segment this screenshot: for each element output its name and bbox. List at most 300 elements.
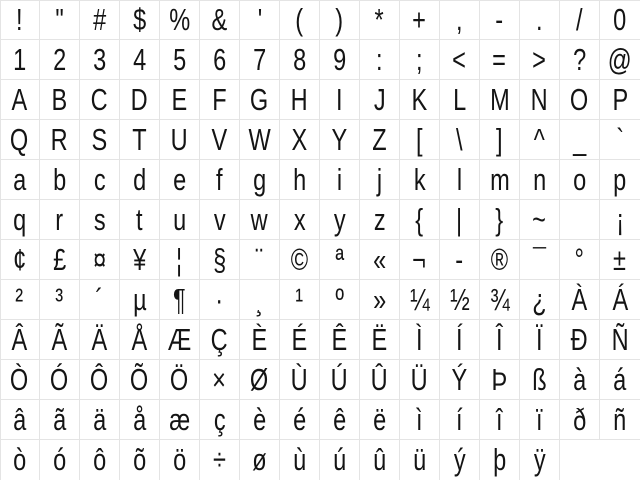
glyph-cell[interactable] (120, 40, 160, 80)
glyph-cell[interactable] (480, 360, 520, 400)
glyph-cell[interactable] (40, 120, 80, 160)
glyph-cell[interactable] (560, 280, 600, 320)
glyph-cell[interactable] (480, 320, 520, 360)
glyph: ý (453, 442, 466, 477)
glyph-cell[interactable] (120, 120, 160, 160)
glyph-cell[interactable] (600, 0, 640, 40)
glyph-cell[interactable] (200, 80, 240, 120)
glyph-cell[interactable] (440, 40, 480, 80)
glyph-cell[interactable] (200, 360, 240, 400)
glyph-cell[interactable] (280, 360, 320, 400)
glyph: Ë (371, 322, 388, 357)
glyph-cell[interactable] (40, 400, 80, 440)
glyph-cell[interactable] (120, 80, 160, 120)
glyph-cell[interactable] (240, 120, 280, 160)
glyph-cell[interactable] (80, 160, 120, 200)
glyph: ) (335, 2, 344, 37)
glyph-cell[interactable] (520, 0, 560, 40)
glyph: x (293, 202, 306, 237)
glyph: " (55, 2, 64, 37)
glyph-cell[interactable] (80, 80, 120, 120)
glyph-cell[interactable] (440, 80, 480, 120)
glyph-cell[interactable] (360, 400, 400, 440)
glyph-cell[interactable] (0, 400, 40, 440)
glyph: Þ (491, 362, 508, 397)
glyph-cell[interactable] (480, 200, 520, 240)
glyph-cell[interactable] (440, 120, 480, 160)
glyph-cell[interactable] (160, 280, 200, 320)
glyph-cell[interactable] (600, 120, 640, 160)
glyph: = (492, 42, 507, 77)
glyph-cell[interactable] (40, 160, 80, 200)
glyph-cell[interactable] (360, 440, 400, 480)
glyph: & (211, 2, 228, 37)
glyph-cell[interactable] (320, 160, 360, 200)
glyph-cell[interactable] (400, 440, 440, 480)
glyph: Ê (331, 322, 348, 357)
glyph: ¨ (255, 242, 264, 277)
glyph: í (456, 402, 463, 437)
glyph: h (292, 162, 307, 197)
glyph-cell[interactable] (560, 120, 600, 160)
glyph-cell[interactable] (520, 440, 560, 480)
glyph: ¦ (176, 242, 183, 277)
glyph: ï (536, 402, 543, 437)
glyph-cell[interactable] (40, 280, 80, 320)
glyph: ? (572, 42, 587, 77)
glyph-cell[interactable] (0, 160, 40, 200)
glyph-cell[interactable] (280, 80, 320, 120)
glyph-cell[interactable] (520, 280, 560, 320)
glyph: £ (52, 242, 67, 277)
glyph-cell[interactable] (400, 120, 440, 160)
glyph: , (456, 2, 463, 37)
glyph: T (132, 122, 147, 157)
glyph-cell[interactable] (520, 320, 560, 360)
glyph: Ú (330, 362, 349, 397)
glyph-cell[interactable] (120, 200, 160, 240)
glyph: ð (572, 402, 587, 437)
glyph-cell[interactable] (160, 0, 200, 40)
glyph-cell[interactable] (360, 80, 400, 120)
glyph: ¾ (489, 282, 510, 317)
glyph: [ (416, 122, 423, 157)
glyph-cell[interactable] (600, 80, 640, 120)
glyph-cell[interactable] (560, 400, 600, 440)
glyph: A (11, 82, 28, 117)
glyph-cell[interactable] (280, 440, 320, 480)
glyph-cell[interactable] (480, 0, 520, 40)
glyph: ö (172, 442, 187, 477)
glyph: ú (332, 442, 347, 477)
glyph: ê (332, 402, 347, 437)
glyph: 9 (332, 42, 347, 77)
glyph: y (333, 202, 346, 237)
glyph: × (212, 362, 227, 397)
glyph-cell[interactable] (560, 40, 600, 80)
glyph-cell[interactable] (160, 360, 200, 400)
glyph-cell[interactable] (440, 400, 480, 440)
glyph: Ä (91, 322, 108, 357)
glyph-cell[interactable] (400, 0, 440, 40)
glyph-cell[interactable] (200, 280, 240, 320)
glyph: C (90, 82, 109, 117)
glyph-cell[interactable] (80, 360, 120, 400)
glyph: º (335, 282, 344, 317)
glyph-cell[interactable] (280, 40, 320, 80)
glyph: < (452, 42, 467, 77)
glyph-cell[interactable] (560, 160, 600, 200)
glyph-cell[interactable] (160, 400, 200, 440)
glyph-cell[interactable] (280, 120, 320, 160)
glyph: Æ (167, 322, 192, 357)
glyph: : (376, 42, 383, 77)
glyph: J (373, 82, 386, 117)
glyph-cell[interactable] (400, 40, 440, 80)
glyph: | (456, 202, 463, 237)
glyph-cell[interactable] (400, 320, 440, 360)
glyph-cell[interactable] (160, 80, 200, 120)
glyph-cell[interactable] (520, 200, 560, 240)
glyph-cell[interactable] (40, 80, 80, 120)
glyph: é (292, 402, 307, 437)
glyph-cell[interactable] (400, 160, 440, 200)
glyph: ã (52, 402, 67, 437)
glyph: / (576, 2, 583, 37)
glyph: ± (613, 242, 627, 277)
glyph: Ö (170, 362, 189, 397)
glyph-cell[interactable] (160, 120, 200, 160)
glyph-cell[interactable] (440, 320, 480, 360)
glyph-cell[interactable] (160, 320, 200, 360)
glyph: Y (331, 122, 348, 157)
glyph-cell[interactable] (600, 160, 640, 200)
glyph: ù (292, 442, 307, 477)
glyph-cell[interactable] (560, 240, 600, 280)
glyph-cell[interactable] (200, 200, 240, 240)
glyph: þ (492, 442, 507, 477)
glyph-cell[interactable] (480, 80, 520, 120)
glyph-cell[interactable] (40, 320, 80, 360)
glyph-cell[interactable] (80, 200, 120, 240)
glyph-cell[interactable] (560, 320, 600, 360)
glyph: @ (608, 42, 632, 77)
glyph: 8 (292, 42, 307, 77)
glyph: ¹ (295, 282, 304, 317)
glyph-cell[interactable] (360, 0, 400, 40)
glyph-cell[interactable] (360, 280, 400, 320)
glyph-cell[interactable] (440, 160, 480, 200)
glyph: n (532, 162, 547, 197)
glyph: « (372, 242, 387, 277)
glyph-cell[interactable] (440, 360, 480, 400)
glyph-cell[interactable] (240, 320, 280, 360)
glyph-cell[interactable] (240, 200, 280, 240)
glyph-cell[interactable] (560, 360, 600, 400)
glyph-cell[interactable] (120, 440, 160, 480)
glyph: a (12, 162, 27, 197)
glyph-cell[interactable] (80, 400, 120, 440)
glyph: Î (496, 322, 503, 357)
glyph-cell[interactable] (360, 240, 400, 280)
glyph-cell[interactable] (0, 40, 40, 80)
glyph-cell[interactable] (240, 40, 280, 80)
glyph: ¯ (532, 242, 547, 277)
glyph-cell[interactable] (520, 40, 560, 80)
glyph: S (91, 122, 108, 157)
glyph: U (170, 122, 189, 157)
glyph-cell[interactable] (120, 160, 160, 200)
glyph-cell[interactable] (80, 40, 120, 80)
glyph: î (496, 402, 503, 437)
glyph-cell[interactable] (0, 200, 40, 240)
glyph-cell[interactable] (600, 320, 640, 360)
glyph-cell[interactable] (160, 40, 200, 80)
glyph-cell[interactable] (480, 280, 520, 320)
glyph-cell[interactable] (400, 240, 440, 280)
glyph-cell[interactable] (480, 120, 520, 160)
glyph-cell[interactable] (400, 360, 440, 400)
glyph: Ì (416, 322, 423, 357)
glyph: c (93, 162, 106, 197)
glyph: ° (574, 242, 585, 277)
glyph: ¤ (92, 242, 107, 277)
glyph-cell[interactable] (280, 400, 320, 440)
glyph: § (212, 242, 227, 277)
glyph-cell[interactable] (440, 280, 480, 320)
glyph-cell[interactable] (520, 240, 560, 280)
glyph-cell[interactable] (40, 0, 80, 40)
glyph-cell[interactable] (440, 440, 480, 480)
glyph (576, 200, 583, 239)
glyph: » (372, 282, 387, 317)
glyph-cell[interactable] (80, 280, 120, 320)
glyph-cell[interactable] (560, 80, 600, 120)
glyph-cell[interactable] (600, 40, 640, 80)
glyph: F (212, 82, 227, 117)
glyph-cell[interactable] (280, 0, 320, 40)
glyph-cell[interactable] (40, 440, 80, 480)
glyph-cell[interactable] (160, 240, 200, 280)
glyph: Ã (51, 322, 68, 357)
glyph: 1 (12, 42, 27, 77)
glyph-cell[interactable] (200, 0, 240, 40)
glyph-cell[interactable] (360, 40, 400, 80)
glyph: s (93, 202, 106, 237)
glyph: ( (295, 2, 304, 37)
glyph-cell[interactable] (360, 120, 400, 160)
glyph-cell[interactable] (320, 320, 360, 360)
glyph-cell[interactable] (280, 160, 320, 200)
glyph-cell[interactable] (240, 240, 280, 280)
glyph: ¥ (132, 242, 147, 277)
glyph-cell[interactable] (320, 280, 360, 320)
glyph: D (130, 82, 149, 117)
glyph-cell[interactable] (480, 240, 520, 280)
glyph-cell[interactable] (520, 400, 560, 440)
glyph: 0 (613, 2, 627, 37)
glyph-cell[interactable] (200, 120, 240, 160)
glyph-cell[interactable] (600, 400, 640, 440)
glyph: X (291, 122, 308, 157)
glyph: k (413, 162, 426, 197)
glyph-cell[interactable] (40, 200, 80, 240)
glyph: } (495, 202, 504, 237)
glyph-cell[interactable] (480, 40, 520, 80)
glyph-cell[interactable] (320, 80, 360, 120)
glyph-cell[interactable] (320, 200, 360, 240)
glyph: ç (213, 402, 226, 437)
glyph: Ô (90, 362, 109, 397)
glyph-cell[interactable] (200, 440, 240, 480)
glyph: ß (532, 362, 547, 397)
glyph: Û (370, 362, 389, 397)
glyph: Ø (250, 362, 269, 397)
glyph-cell[interactable] (240, 160, 280, 200)
glyph-cell[interactable] (400, 280, 440, 320)
glyph-cell[interactable] (0, 320, 40, 360)
glyph: E (171, 82, 188, 117)
glyph: 2 (52, 42, 67, 77)
glyph-cell[interactable] (80, 240, 120, 280)
glyph-cell[interactable] (200, 320, 240, 360)
glyph-cell[interactable] (560, 200, 600, 240)
glyph: è (252, 402, 267, 437)
glyph-cell[interactable] (400, 80, 440, 120)
glyph: O (570, 82, 589, 117)
glyph-cell[interactable] (80, 120, 120, 160)
glyph-cell[interactable] (240, 360, 280, 400)
glyph-cell[interactable] (280, 320, 320, 360)
glyph-cell[interactable] (600, 200, 640, 240)
glyph-cell[interactable] (280, 240, 320, 280)
glyph-cell[interactable] (560, 0, 600, 40)
glyph-cell[interactable] (600, 360, 640, 400)
glyph-cell[interactable] (0, 280, 40, 320)
glyph-cell[interactable] (600, 280, 640, 320)
glyph-cell[interactable] (200, 400, 240, 440)
glyph-cell[interactable] (280, 280, 320, 320)
glyph: * (374, 2, 385, 37)
glyph: H (290, 82, 309, 117)
glyph-cell[interactable] (360, 200, 400, 240)
glyph-cell[interactable] (40, 240, 80, 280)
glyph-cell[interactable] (320, 360, 360, 400)
glyph-cell[interactable] (200, 240, 240, 280)
glyph-cell[interactable] (320, 440, 360, 480)
glyph-cell[interactable] (80, 320, 120, 360)
glyph-cell[interactable] (520, 120, 560, 160)
glyph-cell[interactable] (0, 440, 40, 480)
glyph-cell[interactable] (0, 360, 40, 400)
glyph-cell[interactable] (40, 360, 80, 400)
glyph: w (250, 202, 269, 237)
glyph: l (456, 162, 463, 197)
glyph-cell[interactable] (440, 200, 480, 240)
glyph-cell[interactable] (320, 0, 360, 40)
glyph-cell[interactable] (160, 440, 200, 480)
glyph: _ (572, 122, 587, 157)
glyph: ò (12, 442, 27, 477)
glyph-cell[interactable] (120, 400, 160, 440)
glyph-cell[interactable] (360, 160, 400, 200)
glyph-cell[interactable] (320, 120, 360, 160)
glyph-cell[interactable] (0, 0, 40, 40)
glyph-cell[interactable] (320, 40, 360, 80)
glyph: ô (92, 442, 107, 477)
glyph-cell[interactable] (520, 160, 560, 200)
glyph-cell[interactable] (80, 440, 120, 480)
glyph: - (455, 242, 464, 277)
glyph: ¿ (532, 282, 547, 317)
glyph: B (51, 82, 68, 117)
glyph-cell[interactable] (360, 320, 400, 360)
glyph: Õ (130, 362, 149, 397)
glyph-cell[interactable] (0, 120, 40, 160)
glyph-cell[interactable] (400, 400, 440, 440)
glyph: â (12, 402, 27, 437)
glyph: Ð (570, 322, 589, 357)
glyph-cell[interactable] (480, 160, 520, 200)
glyph-cell[interactable] (320, 400, 360, 440)
glyph-cell[interactable] (120, 240, 160, 280)
glyph-cell[interactable] (80, 0, 120, 40)
glyph-cell[interactable] (280, 200, 320, 240)
glyph-cell[interactable] (360, 360, 400, 400)
glyph: i (336, 162, 343, 197)
glyph-cell[interactable] (480, 400, 520, 440)
glyph: ¶ (173, 282, 186, 317)
glyph-cell[interactable] (600, 240, 640, 280)
glyph-cell[interactable] (240, 440, 280, 480)
glyph-cell[interactable] (400, 200, 440, 240)
glyph: o (572, 162, 587, 197)
glyph-cell[interactable] (120, 0, 160, 40)
glyph-cell[interactable] (240, 80, 280, 120)
glyph: ÿ (533, 442, 546, 477)
glyph: ² (15, 282, 24, 317)
glyph: z (373, 202, 386, 237)
glyph-cell[interactable] (160, 160, 200, 200)
glyph: Ó (50, 362, 69, 397)
glyph: V (211, 122, 228, 157)
glyph-cell[interactable] (120, 320, 160, 360)
glyph-cell[interactable] (440, 240, 480, 280)
glyph-cell[interactable] (0, 240, 40, 280)
glyph-cell[interactable] (120, 360, 160, 400)
glyph-cell[interactable] (40, 40, 80, 80)
glyph-cell[interactable] (200, 160, 240, 200)
glyph-cell[interactable] (200, 40, 240, 80)
glyph-cell[interactable] (240, 400, 280, 440)
glyph: { (415, 202, 424, 237)
glyph-cell[interactable] (240, 280, 280, 320)
glyph-cell[interactable] (480, 440, 520, 480)
glyph-cell[interactable] (120, 280, 160, 320)
glyph: Ü (410, 362, 429, 397)
glyph-cell[interactable] (160, 200, 200, 240)
glyph-cell[interactable] (520, 360, 560, 400)
glyph-cell[interactable] (320, 240, 360, 280)
glyph: Q (10, 122, 29, 157)
glyph-cell[interactable] (440, 0, 480, 40)
glyph: É (291, 322, 308, 357)
glyph: ÷ (213, 442, 226, 477)
glyph-cell[interactable] (520, 80, 560, 120)
glyph: Á (612, 282, 628, 317)
glyph-cell[interactable] (0, 80, 40, 120)
glyph-cell[interactable] (240, 0, 280, 40)
